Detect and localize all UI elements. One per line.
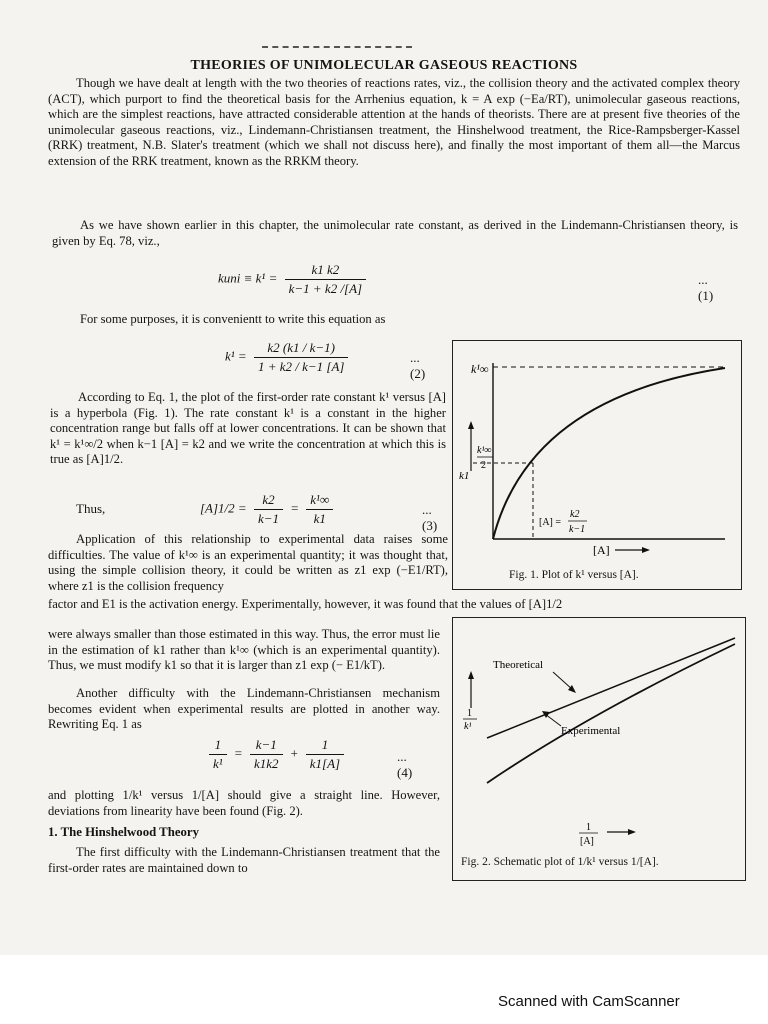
equation-1-number: ...(1) [698,272,714,303]
equation-2-fraction: $\frac{k2 (k1 / k-1)}{1 + k2 / k-1 [A]}$ [254,340,349,375]
figure-2-caption: Fig. 2. Schematic plot of 1/k¹ versus 1/[A]. [461,856,659,868]
section-heading-hinshelwood: 1. The Hinshelwood Theory [48,825,199,839]
equation-1-lhs: kuni ≡ k¹ = [218,270,278,286]
fig1-x-axis-label: [A] [593,543,610,557]
paragraph-activation: factor and E1 is the activation energy. Experimentally, however, it was found that the values of [A]1/2 [48,597,563,611]
equation-2-number: ...(2) [410,350,426,381]
paragraph-plotting: and plotting 1/k¹ versus 1/[A] should give a straight line. However, deviations from linearity have been found (Fig. 2). [48,788,440,818]
fig2-theoretical-label: Theoretical [493,659,544,671]
fig2-y-den: k¹ [464,721,472,732]
svg-text:k−1: k−1 [569,524,586,535]
paragraph-lindemann: As we have shown earlier in this chapter, the unimolecular rate constant, as derived in the Lindemann-Christiansen theory, is given by Eq. 78, viz., [52,218,738,248]
paragraph-hyperbola: According to Eq. 1, the plot of the first-order rate constant k¹ versus [A] is a hyperbola (Fig. 1). The rate constant k¹ is a constant in the higher concentration range but falls off at lower concentrations. It can be shown that k¹ = k¹∞/2 when k−1 [A] = k2 and we write the concentration at which this is true as [A]1/2. [50,390,446,467]
equation-1 [218,262,714,303]
fig2-theoretical-line [487,638,735,738]
thus-label: Thus, [76,501,106,516]
paragraph-application: Application of this relationship to experimental data raises some difficulties. The value of k¹∞ is an experimental quantity; it was thought that, using the simple collision theory, it could be written as z1 exp (−E1/RT), where z1 is the collision frequency [48,532,448,593]
fig1-hyperbola-curve [493,368,725,539]
scanner-watermark: Scanned with CamScanner [498,993,680,1010]
paragraph-another-difficulty: Another difficulty with the Lindemann-Christiansen mechanism becomes evident when experimental results are plotted in another way. Rewriting Eq. 1 as [48,686,440,732]
fig2-x-num: 1 [586,822,591,833]
fig2-y-num: 1 [467,708,472,719]
figure-2-plot [453,618,745,880]
page-header-rule [262,46,412,48]
equation-3-number: ...(3) [422,502,438,533]
page-title: THEORIES OF UNIMOLECULAR GASEOUS REACTIONS [190,58,578,73]
equation-1-fraction: $\frac{k1 k2}{k-1 + k2 /[A]}$ [285,262,367,297]
figure-1 [452,340,742,590]
equation-4: $\frac{1}{\text{k¹}}$ = $\frac{k-1}{k1k2}$ + $\frac{1}{k1[A]}$ ...(4) [205,737,348,772]
figure-2 [452,617,746,881]
fig1-half-num: k¹∞ [477,445,492,456]
fig2-experimental-label: Experimental [561,725,621,737]
paragraph-convenient: For some purposes, it is convenientt to write this equation as [80,312,386,326]
equation-4-number: ...(4) [397,749,413,780]
fig1-y-axis-label: k1 [459,470,470,482]
figure-1-plot [453,341,741,589]
figure-1-caption: Fig. 1. Plot of k¹ versus [A]. [509,569,639,581]
fig2-theoretical-pointer [553,672,573,690]
svg-text:k2: k2 [570,509,580,520]
equation-2: k¹ = $\frac{k2 (k1 / k-1)}{1 + k2 / k-1 [A]}$ ...(2) [225,340,426,381]
fig1-y-arrowhead [468,421,474,429]
fig2-x-den: [A] [580,836,594,847]
paragraph-hinshelwood: The first difficulty with the Lindemann-Christiansen treatment that the first-order rates are maintained down to [48,845,440,875]
paragraph-error: were always smaller than those estimated in this way. Thus, the error must lie in the estimation of k1 rather than k¹∞ (which is an experimental quantity). Thus, we must modify k1 so that it is larger than z1 exp (− E1/kT). [48,627,440,673]
equation-3: [A]1/2 = $\frac{k2}{k-1}$ = $\frac{\text{k¹∞}}{k1}$ ...(3) [200,492,438,533]
fig1-half-marker: [A] = [539,517,562,528]
fig1-half-den: 2 [481,460,486,471]
fig1-kinf-label: k¹∞ [471,362,489,376]
paragraph-intro: Though we have dealt at length with the two theories of reactions rates, viz., the collision theory and the activated complex theory (ACT), which purport to find the theoretical basis for the Arrhenius equation, k = A exp (−Ea/RT), unimolecular gaseous reactions, which are the simplest reactions, have attracted considerable attention at the hands of theorists. There are at present five theories of the unimolecular gaseous reactions, viz., Lindemann-Christiansen treatment, the Hinshelwood treatment, the Rice-Rampsberger-Kassel (RRK) treatment, N.B. Slater's treatment (which we shall not discuss here), and finally the most important of them all—the Marcus extension of the RRK treatment, known as the RRKM theory. [48,76,740,168]
